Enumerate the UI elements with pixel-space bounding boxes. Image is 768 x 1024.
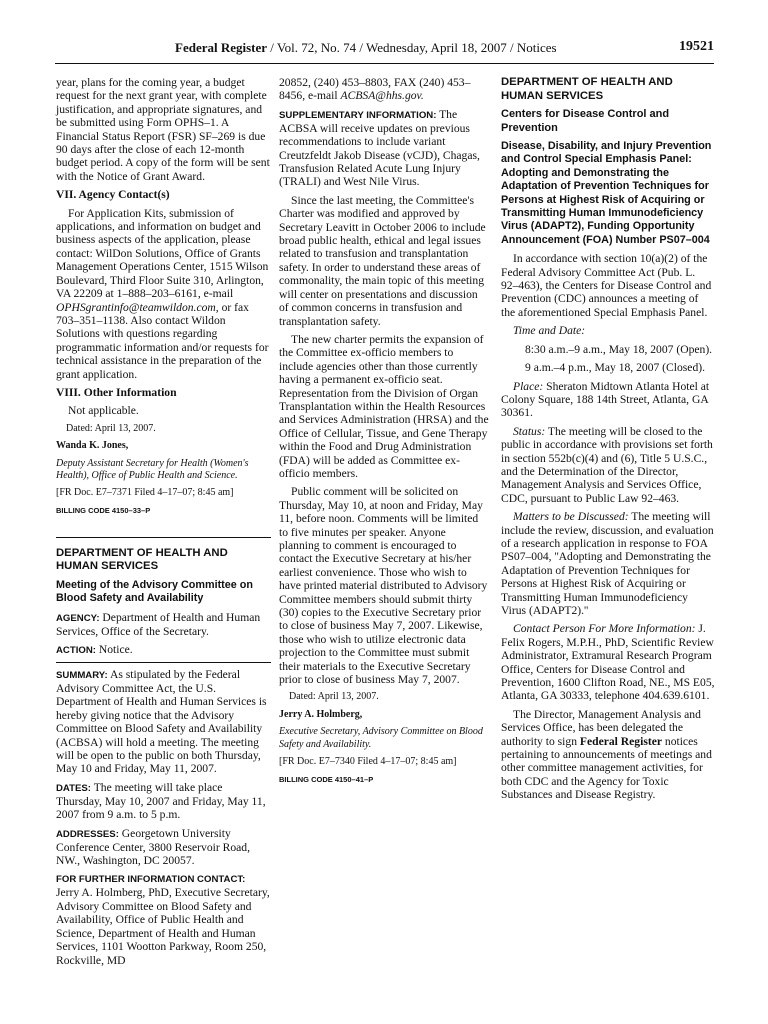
billing-code: BILLING CODE 4150–33–P [56,505,151,515]
agency-heading: DEPARTMENT OF HEALTH AND HUMAN SERVICES [56,546,228,573]
contact-field [501,622,715,702]
ex-officio-paragraph: The new charter permits the expansion of the Committee ex-officio members to include agencies other than those currently having a permanent ex-officio seat. Representation from the Division of Organ Transplantation within the Health Resources and Services Administration (HRSA) and the Office of Cellular, Tissue, and Gene Therapy within the Food and Drug Administration (FDA) will be added as Committee ex-officio members. [279,332,489,480]
delegation-paragraph [501,708,715,802]
further-info-label: FOR FURTHER INFORMATION CONTACT: [56,874,246,886]
further-info-text: Jerry A. Holmberg, PhD, Executive Secretary, Advisory Committee on Blood Safety and Availability, Office of Public Health and Science, Department of Health and Human Services, 1101 Wootton Parkway, Room 250, Rockville, MD [56,886,270,967]
dated-line: Dated: April 13, 2007. [289,691,379,703]
email-link[interactable]: ACBSA@hhs.gov. [340,89,424,103]
header-journal-line [175,40,557,56]
header-journal-title: Federal Register [175,40,268,55]
place-label: Place: [513,379,544,393]
agency-contacts-text: For Application Kits, submission of applications, and information on budget and business aspects of the application, please contact: WilDon Solutions, Office of Grants Management Operations Center, 1515 Wilson Boulevard, Third Floor Suite 310, Arlington, VA 22209 at 1–888–203–6161, e-mail [56,206,269,301]
addresses-field [56,827,271,868]
intro-paragraph: In accordance with section 10(a)(2) of the Federal Advisory Committee Act (Pub. L. 92–463), the Centers for Disease Control and Prevention (CDC) announces a meeting of the aforementioned Special Emphasis Panel. [501,252,712,319]
delegation-text-continued: notices pertaining to announcements of meetings and other committee management activities, for both CDC and the Agency for Toxic Substances and Disease Registry. [501,734,712,802]
section-heading-agency-contacts: VII. Agency Contact(s) [56,188,170,202]
notice-title: Disease, Disability, and Injury Prevention and Control Special Emphasis Panel: Adopting and Demonstrating the Adaptation of Prevention Techniques for Persons at Highest Risk of Acquiring or Transmitting Human Immunodeficiency Virus (ADAPT2), Funding Opportunity Announcement (FOA) Number PS07–004 [501,140,712,246]
further-info-field [56,872,271,966]
action-label: ACTION: [56,645,96,656]
place-field [501,380,715,420]
email-link[interactable]: OPHSgrantinfo@teamwildon.com, [56,300,219,314]
supplementary-label: SUPPLEMENTARY INFORMATION: [279,109,437,121]
column-3 [501,76,715,807]
summary-rule [56,662,271,663]
notice-title: Meeting of the Advisory Committee on Blood Safety and Availability [56,578,253,605]
matters-text: The meeting will include the review, discussion, and evaluation of a research application in response to FOA PS07–004, ''Adopting and Demonstrating the Adaptation of Prevention Techniques for Persons at Highest Risk of Acquiring or Transmitting Human Immunodeficiency Virus (ADAPT2).'' [501,510,714,617]
summary-text: As stipulated by the Federal Advisory Committee Act, the U.S. Department of Health and Human Services is hereby giving notice that the Advisory Committee on Blood Safety and Availability (ACBSA) will hold a meeting. The meeting will be open to the public on both Thursday, May 10 and Friday, May 11, 2007. [56,668,267,776]
dates-label: DATES: [56,782,91,794]
status-label: Status: [513,424,546,438]
signer-title: Executive Secretary, Advisory Committee on Blood Safety and Availability. [279,726,483,750]
federal-register-term: Federal Register [579,734,662,748]
fr-doc-line: [FR Doc. E7–7340 Filed 4–17–07; 8:45 am] [279,756,457,768]
subagency-heading: Centers for Disease Control and Prevention [501,108,670,134]
billing-code: BILLING CODE 4150–41–P [279,774,374,784]
agency-heading: DEPARTMENT OF HEALTH AND HUMAN SERVICES [501,76,673,102]
contact-continued-text: 20852, (240) 453–8803, FAX (240) 453–8456, e-mail [279,76,471,103]
agency-field [56,611,271,638]
column-1 [56,76,271,972]
time-open: 8:30 a.m.–9 a.m., May 18, 2007 (Open). [525,342,713,356]
other-information-text: Not applicable. [68,404,139,418]
contact-text: J. Felix Rogers, M.P.H., PhD, Scientific Review Administrator, Extramural Research Program Office, Centers for Disease Control and Prevention, 1600 Clifton Road, NE., MS E05, Atlanta, GA 30333, telephone 404.639.6101. [501,622,715,703]
continued-paragraph: year, plans for the coming year, a budget request for the next grant year, with complete justification, and appropriate signatures, and be submitted using Form OPHS–1. A Financial Status Report (FSR) SF–269 is due 90 days after the close of each 12-month budget period. A copy of the form will be sent with the Notice of Grant Award. [56,76,270,183]
column-2 [279,76,489,791]
charter-paragraph: Since the last meeting, the Committee's Charter was modified and approved by Secretary Leavitt in October 2006 to include broad public health, ethical and legal issues related to transfusion and transplantation safety. In order to understand these areas of commonality, the main topic of this meeting will center on presentations and discussion of common concerns in transfusion and transplantation safety. [279,193,486,328]
matters-field [501,510,715,617]
dated-line: Dated: April 13, 2007. [66,422,156,434]
matters-label: Matters to be Discussed: [513,510,629,524]
summary-field [56,668,271,776]
signer-name: Wanda K. Jones, [56,440,129,452]
agency-label: AGENCY: [56,612,100,624]
contact-label: Contact Person For More Information: [513,622,696,636]
addresses-label: ADDRESSES: [56,828,119,840]
dates-text: The meeting will take place Thursday, May 10, 2007 and Friday, May 11, 2007 from 9 a.m. to 5 p.m. [56,780,266,822]
dates-field [56,781,271,822]
time-date-label: Time and Date: [513,324,586,338]
header-page-number: 19521 [679,39,714,54]
summary-label: SUMMARY: [56,670,108,681]
notice-separator [56,537,271,538]
header-rule [55,63,714,64]
place-text: Sheraton Midtown Atlanta Hotel at Colony Square, 188 14th Street, Atlanta, GA 30361. [501,379,710,420]
signer-name: Jerry A. Holmberg, [279,708,363,720]
status-text: The meeting will be closed to the public in accordance with provisions set forth in section 552b(c)(4) and (6), Title 5 U.S.C., and the Determination of the Director, Management Analysis and Services Office, CDC, pursuant to Public Law 92–463. [501,424,713,505]
running-header [55,40,714,60]
section-heading-other-information: VIII. Other Information [56,385,177,399]
header-issue: / Vol. 72, No. 74 / Wednesday, April 18, 2007 / Notices [267,40,557,55]
time-closed: 9 a.m.–4 p.m., May 18, 2007 (Closed). [525,361,706,375]
contact-continued [279,76,489,103]
signer-title: Deputy Assistant Secretary for Health (Women's Health), Office of Public Health and Science. [56,457,249,481]
delegation-text: The Director, Management Analysis and Services Office, has been delegated the authority to sign [501,707,701,748]
agency-contacts-paragraph [56,207,271,381]
supplementary-field [279,108,489,189]
public-comment-paragraph: Public comment will be solicited on Thursday, May 10, at noon and Friday, May 11, before noon. Comments will be limited to five minutes per speaker. Anyone planning to comment is encouraged to contact the Executive Secretary at his/her earliest convenience. Those who wish to have printed material distributed to Advisory Committee members should submit thirty (30) copies to the Executive Secretary prior to close of business May 7, 2007. Likewise, those who wish to utilize electronic data projection to the Committee must submit their materials to the Executive Secretary prior to close of business May 7, 2007. [279,485,488,687]
action-text: Notice. [95,643,133,656]
status-field [501,425,715,505]
agency-contacts-text-continued: or fax 703–351–1138. Also contact Wildon Solutions with questions regarding programmatic information and/or requests for technical assistance in the preparation of the grant application. [56,300,269,381]
addresses-text: Georgetown University Conference Center, 3800 Reservoir Road, NW., Washington, DC 20057. [56,826,250,868]
action-field [56,643,271,657]
fr-doc-line: [FR Doc. E7–7371 Filed 4–17–07; 8:45 am] [56,487,234,499]
supplementary-text: The ACBSA will receive updates on previous recommendations to include variant Creutzfeldt Jakob Disease (vCJD), Chagas, Transfusion Related Acute Lung Injury (TRALI) and West Nile Virus. [279,107,480,189]
agency-text: Department of Health and Human Services, Office of the Secretary. [56,610,261,638]
